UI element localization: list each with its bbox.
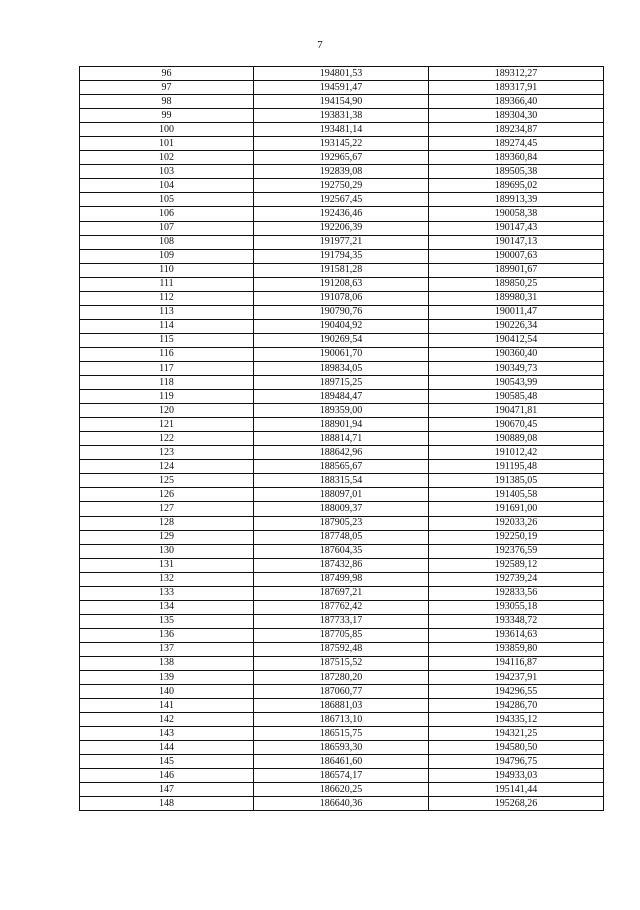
table-row <box>80 207 604 221</box>
point-number-cell: 98 <box>80 95 254 109</box>
table-row <box>80 460 604 474</box>
y-coordinate-cell: 190058,38 <box>429 207 604 221</box>
x-coordinate-cell: 187697,21 <box>254 586 429 600</box>
point-number-cell: 138 <box>80 656 254 670</box>
y-coordinate-cell: 192033,26 <box>429 516 604 530</box>
point-number-cell: 112 <box>80 291 254 305</box>
y-coordinate-cell: 189980,31 <box>429 291 604 305</box>
y-coordinate-cell: 191691,00 <box>429 502 604 516</box>
y-coordinate-cell: 193348,72 <box>429 614 604 628</box>
y-coordinate-cell: 190360,40 <box>429 347 604 361</box>
table-row <box>80 727 604 741</box>
table-row <box>80 277 604 291</box>
y-coordinate-cell: 194296,55 <box>429 685 604 699</box>
table-row <box>80 755 604 769</box>
x-coordinate-cell: 189359,00 <box>254 404 429 418</box>
table-row <box>80 319 604 333</box>
point-number-cell: 122 <box>80 432 254 446</box>
table-row <box>80 530 604 544</box>
x-coordinate-cell: 187060,77 <box>254 685 429 699</box>
point-number-cell: 117 <box>80 361 254 375</box>
y-coordinate-cell: 190543,99 <box>429 376 604 390</box>
x-coordinate-cell: 187748,05 <box>254 530 429 544</box>
point-number-cell: 126 <box>80 488 254 502</box>
y-coordinate-cell: 190471,81 <box>429 404 604 418</box>
table-row <box>80 418 604 432</box>
x-coordinate-cell: 186713,10 <box>254 713 429 727</box>
table-row <box>80 628 604 642</box>
coordinates-table <box>79 66 604 811</box>
y-coordinate-cell: 190147,13 <box>429 235 604 249</box>
table-row <box>80 123 604 137</box>
x-coordinate-cell: 190269,54 <box>254 333 429 347</box>
table-row <box>80 81 604 95</box>
point-number-cell: 134 <box>80 600 254 614</box>
y-coordinate-cell: 194321,25 <box>429 727 604 741</box>
y-coordinate-cell: 190007,63 <box>429 249 604 263</box>
y-coordinate-cell: 189274,45 <box>429 137 604 151</box>
table-row <box>80 699 604 713</box>
y-coordinate-cell: 189234,87 <box>429 123 604 137</box>
table-row <box>80 249 604 263</box>
point-number-cell: 129 <box>80 530 254 544</box>
x-coordinate-cell: 190790,76 <box>254 305 429 319</box>
point-number-cell: 144 <box>80 741 254 755</box>
x-coordinate-cell: 186593,30 <box>254 741 429 755</box>
point-number-cell: 110 <box>80 263 254 277</box>
point-number-cell: 139 <box>80 671 254 685</box>
x-coordinate-cell: 188315,54 <box>254 474 429 488</box>
point-number-cell: 99 <box>80 109 254 123</box>
point-number-cell: 136 <box>80 628 254 642</box>
point-number-cell: 133 <box>80 586 254 600</box>
y-coordinate-cell: 189312,27 <box>429 67 604 81</box>
x-coordinate-cell: 190061,70 <box>254 347 429 361</box>
y-coordinate-cell: 195141,44 <box>429 783 604 797</box>
point-number-cell: 147 <box>80 783 254 797</box>
y-coordinate-cell: 191012,42 <box>429 446 604 460</box>
table-row <box>80 783 604 797</box>
x-coordinate-cell: 189484,47 <box>254 390 429 404</box>
x-coordinate-cell: 188642,96 <box>254 446 429 460</box>
x-coordinate-cell: 193831,38 <box>254 109 429 123</box>
x-coordinate-cell: 192965,67 <box>254 151 429 165</box>
x-coordinate-cell: 187499,98 <box>254 572 429 586</box>
y-coordinate-cell: 193859,80 <box>429 642 604 656</box>
point-number-cell: 137 <box>80 642 254 656</box>
x-coordinate-cell: 187515,52 <box>254 656 429 670</box>
table-row <box>80 432 604 446</box>
y-coordinate-cell: 189505,38 <box>429 165 604 179</box>
x-coordinate-cell: 189834,05 <box>254 361 429 375</box>
x-coordinate-cell: 191078,06 <box>254 291 429 305</box>
table-row <box>80 502 604 516</box>
x-coordinate-cell: 193145,22 <box>254 137 429 151</box>
x-coordinate-cell: 192206,39 <box>254 221 429 235</box>
point-number-cell: 118 <box>80 376 254 390</box>
x-coordinate-cell: 188097,01 <box>254 488 429 502</box>
table-row <box>80 151 604 165</box>
table-row <box>80 179 604 193</box>
y-coordinate-cell: 190011,47 <box>429 305 604 319</box>
x-coordinate-cell: 191208,63 <box>254 277 429 291</box>
coordinates-table-body <box>80 67 604 811</box>
table-row <box>80 797 604 811</box>
table-row <box>80 404 604 418</box>
y-coordinate-cell: 189360,84 <box>429 151 604 165</box>
table-row <box>80 600 604 614</box>
y-coordinate-cell: 192833,56 <box>429 586 604 600</box>
y-coordinate-cell: 189317,91 <box>429 81 604 95</box>
y-coordinate-cell: 189850,25 <box>429 277 604 291</box>
y-coordinate-cell: 194933,03 <box>429 769 604 783</box>
point-number-cell: 108 <box>80 235 254 249</box>
x-coordinate-cell: 192750,29 <box>254 179 429 193</box>
x-coordinate-cell: 187905,23 <box>254 516 429 530</box>
table-row <box>80 474 604 488</box>
point-number-cell: 106 <box>80 207 254 221</box>
point-number-cell: 145 <box>80 755 254 769</box>
x-coordinate-cell: 186515,75 <box>254 727 429 741</box>
table-row <box>80 67 604 81</box>
y-coordinate-cell: 190412,54 <box>429 333 604 347</box>
point-number-cell: 114 <box>80 319 254 333</box>
x-coordinate-cell: 187733,17 <box>254 614 429 628</box>
point-number-cell: 97 <box>80 81 254 95</box>
table-row <box>80 390 604 404</box>
x-coordinate-cell: 194591,47 <box>254 81 429 95</box>
y-coordinate-cell: 190349,73 <box>429 361 604 375</box>
y-coordinate-cell: 192589,12 <box>429 558 604 572</box>
y-coordinate-cell: 190226,34 <box>429 319 604 333</box>
y-coordinate-cell: 189304,30 <box>429 109 604 123</box>
table-row <box>80 376 604 390</box>
point-number-cell: 146 <box>80 769 254 783</box>
x-coordinate-cell: 192839,08 <box>254 165 429 179</box>
x-coordinate-cell: 188901,94 <box>254 418 429 432</box>
table-row <box>80 347 604 361</box>
page-number: 7 <box>317 39 323 51</box>
table-row <box>80 235 604 249</box>
y-coordinate-cell: 194286,70 <box>429 699 604 713</box>
x-coordinate-cell: 192436,46 <box>254 207 429 221</box>
point-number-cell: 127 <box>80 502 254 516</box>
y-coordinate-cell: 193614,63 <box>429 628 604 642</box>
point-number-cell: 123 <box>80 446 254 460</box>
table-row <box>80 291 604 305</box>
point-number-cell: 119 <box>80 390 254 404</box>
point-number-cell: 103 <box>80 165 254 179</box>
table-row <box>80 713 604 727</box>
x-coordinate-cell: 192567,45 <box>254 193 429 207</box>
x-coordinate-cell: 191977,21 <box>254 235 429 249</box>
y-coordinate-cell: 190889,08 <box>429 432 604 446</box>
point-number-cell: 121 <box>80 418 254 432</box>
table-row <box>80 446 604 460</box>
table-row <box>80 741 604 755</box>
point-number-cell: 107 <box>80 221 254 235</box>
x-coordinate-cell: 187280,20 <box>254 671 429 685</box>
table-row <box>80 558 604 572</box>
y-coordinate-cell: 189913,39 <box>429 193 604 207</box>
table-row <box>80 221 604 235</box>
point-number-cell: 100 <box>80 123 254 137</box>
table-row <box>80 488 604 502</box>
y-coordinate-cell: 191405,58 <box>429 488 604 502</box>
x-coordinate-cell: 187762,42 <box>254 600 429 614</box>
y-coordinate-cell: 193055,18 <box>429 600 604 614</box>
y-coordinate-cell: 189695,02 <box>429 179 604 193</box>
point-number-cell: 141 <box>80 699 254 713</box>
point-number-cell: 120 <box>80 404 254 418</box>
point-number-cell: 125 <box>80 474 254 488</box>
point-number-cell: 105 <box>80 193 254 207</box>
x-coordinate-cell: 186461,60 <box>254 755 429 769</box>
table-row <box>80 572 604 586</box>
point-number-cell: 142 <box>80 713 254 727</box>
table-row <box>80 586 604 600</box>
point-number-cell: 111 <box>80 277 254 291</box>
x-coordinate-cell: 187705,85 <box>254 628 429 642</box>
table-row <box>80 516 604 530</box>
x-coordinate-cell: 194801,53 <box>254 67 429 81</box>
table-row <box>80 656 604 670</box>
point-number-cell: 148 <box>80 797 254 811</box>
x-coordinate-cell: 187604,35 <box>254 544 429 558</box>
point-number-cell: 140 <box>80 685 254 699</box>
point-number-cell: 132 <box>80 572 254 586</box>
point-number-cell: 143 <box>80 727 254 741</box>
point-number-cell: 131 <box>80 558 254 572</box>
y-coordinate-cell: 191385,05 <box>429 474 604 488</box>
y-coordinate-cell: 189901,67 <box>429 263 604 277</box>
point-number-cell: 101 <box>80 137 254 151</box>
y-coordinate-cell: 190147,43 <box>429 221 604 235</box>
point-number-cell: 109 <box>80 249 254 263</box>
y-coordinate-cell: 192250,19 <box>429 530 604 544</box>
y-coordinate-cell: 192376,59 <box>429 544 604 558</box>
table-row <box>80 769 604 783</box>
y-coordinate-cell: 191195,48 <box>429 460 604 474</box>
table-row <box>80 305 604 319</box>
table-row <box>80 109 604 123</box>
x-coordinate-cell: 186640,36 <box>254 797 429 811</box>
y-coordinate-cell: 194796,75 <box>429 755 604 769</box>
table-row <box>80 685 604 699</box>
point-number-cell: 124 <box>80 460 254 474</box>
table-row <box>80 361 604 375</box>
x-coordinate-cell: 186574,17 <box>254 769 429 783</box>
table-row <box>80 193 604 207</box>
x-coordinate-cell: 187592,48 <box>254 642 429 656</box>
x-coordinate-cell: 188009,37 <box>254 502 429 516</box>
table-row <box>80 671 604 685</box>
point-number-cell: 102 <box>80 151 254 165</box>
x-coordinate-cell: 186881,03 <box>254 699 429 713</box>
table-row <box>80 544 604 558</box>
y-coordinate-cell: 190585,48 <box>429 390 604 404</box>
point-number-cell: 115 <box>80 333 254 347</box>
y-coordinate-cell: 189366,40 <box>429 95 604 109</box>
point-number-cell: 130 <box>80 544 254 558</box>
x-coordinate-cell: 194154,90 <box>254 95 429 109</box>
point-number-cell: 104 <box>80 179 254 193</box>
y-coordinate-cell: 194335,12 <box>429 713 604 727</box>
table-row <box>80 333 604 347</box>
table-row <box>80 165 604 179</box>
table-row <box>80 263 604 277</box>
y-coordinate-cell: 195268,26 <box>429 797 604 811</box>
x-coordinate-cell: 188814,71 <box>254 432 429 446</box>
x-coordinate-cell: 191794,35 <box>254 249 429 263</box>
point-number-cell: 96 <box>80 67 254 81</box>
table-row <box>80 642 604 656</box>
table-row <box>80 95 604 109</box>
table-row <box>80 614 604 628</box>
x-coordinate-cell: 187432,86 <box>254 558 429 572</box>
x-coordinate-cell: 188565,67 <box>254 460 429 474</box>
x-coordinate-cell: 191581,28 <box>254 263 429 277</box>
table-row <box>80 137 604 151</box>
x-coordinate-cell: 189715,25 <box>254 376 429 390</box>
x-coordinate-cell: 193481,14 <box>254 123 429 137</box>
x-coordinate-cell: 190404,92 <box>254 319 429 333</box>
point-number-cell: 113 <box>80 305 254 319</box>
x-coordinate-cell: 186620,25 <box>254 783 429 797</box>
point-number-cell: 128 <box>80 516 254 530</box>
point-number-cell: 135 <box>80 614 254 628</box>
y-coordinate-cell: 190670,45 <box>429 418 604 432</box>
y-coordinate-cell: 194237,91 <box>429 671 604 685</box>
y-coordinate-cell: 194116,87 <box>429 656 604 670</box>
y-coordinate-cell: 194580,50 <box>429 741 604 755</box>
point-number-cell: 116 <box>80 347 254 361</box>
y-coordinate-cell: 192739,24 <box>429 572 604 586</box>
